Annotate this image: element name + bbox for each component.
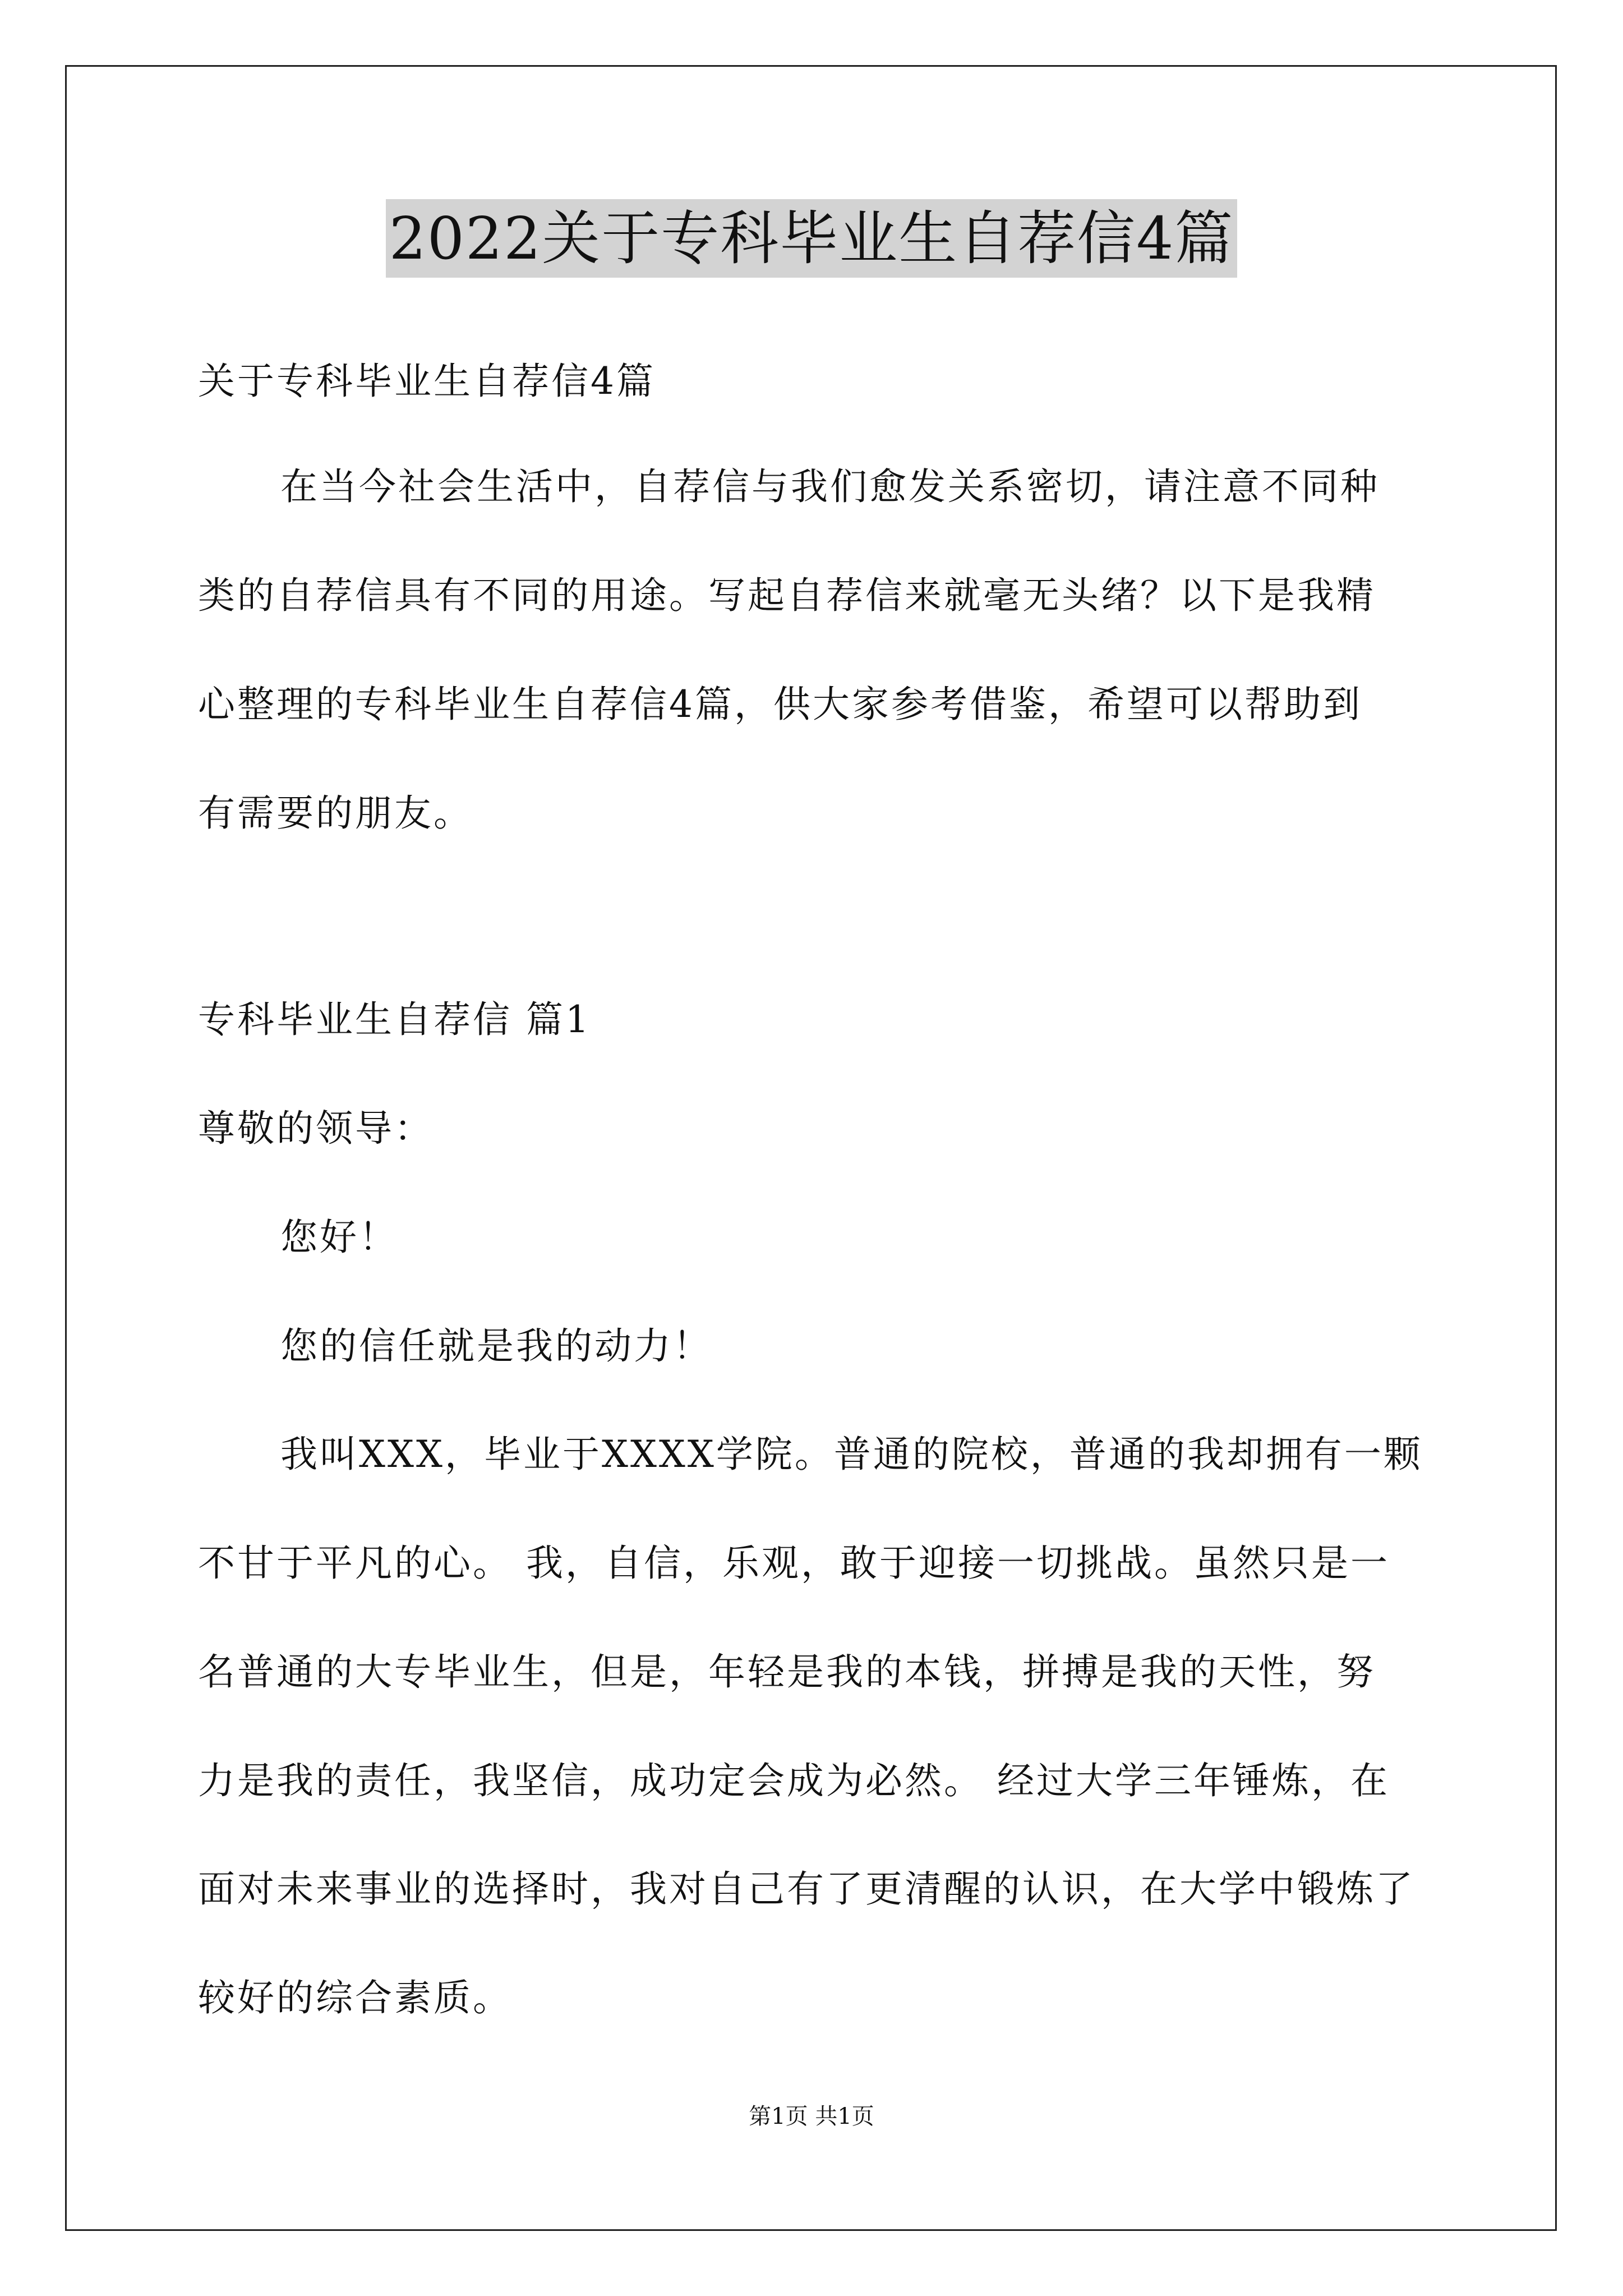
- intro-line-1: 在当今社会生活中，自荐信与我们愈发关系密切，请注意不同种: [280, 465, 1380, 508]
- body-line-3: 不甘于平凡的心。 我，自信，乐观，敢于迎接一切挑战。虽然只是一: [198, 1542, 1390, 1585]
- body-line-7: 较好的综合素质。: [198, 1976, 512, 2019]
- page-footer: 第1页 共1页: [749, 2104, 874, 2129]
- body-line-6: 面对未来事业的选择时，我对自己有了更清醒的认识，在大学中锻炼了: [198, 1867, 1415, 1911]
- document-title: 2022关于专科毕业生自荐信4篇: [386, 199, 1238, 278]
- body-line-4: 名普通的大专毕业生，但是，年轻是我的本钱，拼搏是我的天性，努: [198, 1650, 1376, 1694]
- greeting: 您好！: [280, 1216, 398, 1259]
- body-line-5: 力是我的责任，我坚信，成功定会成为必然。 经过大学三年锤炼，在: [198, 1759, 1390, 1802]
- subtitle-line: 关于专科毕业生自荐信4篇: [198, 360, 656, 403]
- body-line-1: 您的信任就是我的动力！: [280, 1324, 712, 1368]
- intro-line-4: 有需要的朋友。: [198, 792, 473, 835]
- intro-line-3: 心整理的专科毕业生自荐信4篇，供大家参考借鉴，希望可以帮助到: [198, 683, 1362, 726]
- body-line-2: 我叫XXX，毕业于XXXX学院。普通的院校，普通的我却拥有一颗: [280, 1433, 1423, 1476]
- title-container: [0, 199, 1623, 278]
- section-heading: 专科毕业生自荐信 篇1: [198, 998, 591, 1041]
- salutation: 尊敬的领导：: [198, 1107, 434, 1150]
- intro-line-2: 类的自荐信具有不同的用途。写起自荐信来就毫无头绪？以下是我精: [198, 574, 1376, 617]
